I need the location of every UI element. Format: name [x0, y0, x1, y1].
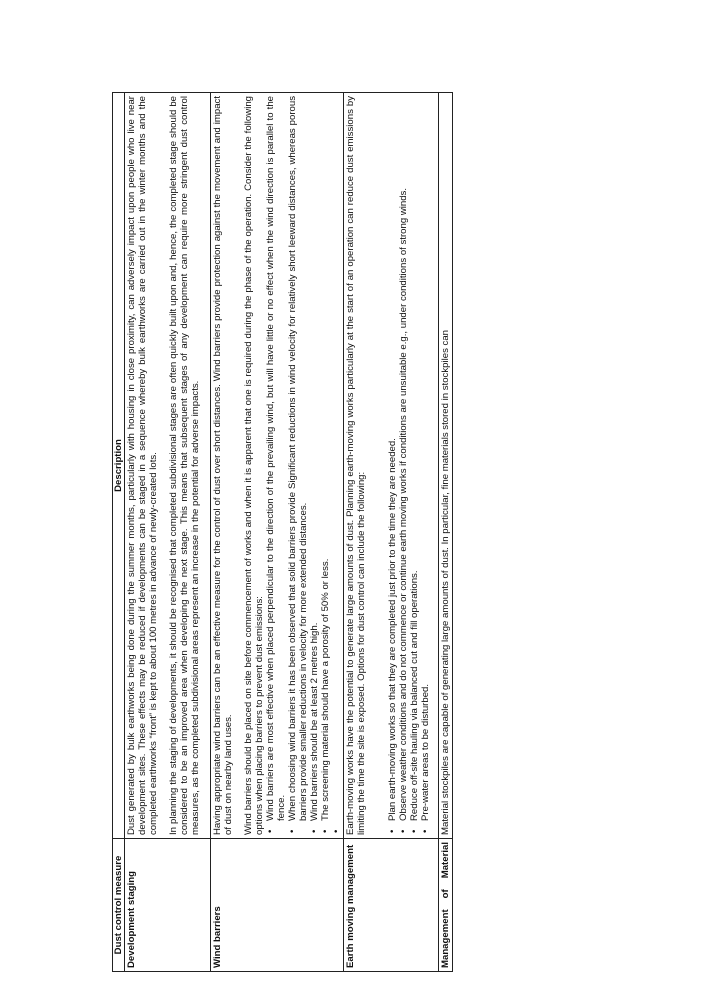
bullet-list	[265, 96, 342, 835]
description-cell	[125, 93, 211, 839]
paragraph: Having appropriate wind barriers can be an effective measure for the control of dust over short distances. Wind barriers provide protection against the movement and impact of dust on nearby land uses.	[212, 96, 234, 835]
paragraph: Wind barriers should be placed on site before commencement of works and when it is apparent that one is required during the phase of the operation. Consider the following options when placing barriers to prevent dust emissions:	[243, 96, 265, 835]
measure-development-staging: Development staging	[125, 839, 211, 972]
header-row	[113, 93, 125, 972]
paragraph: Dust generated by bulk earthworks being done during the summer months, particularly with housing in close proximity, can adversely impact upon people who live near development sites. These effects may be reduced if developments can be staged in a sequence whereby bulk earthworks are carried out in the winter months and the completed earthworks “front” is kept to about 100 metres in advance of newly-created lots.	[126, 96, 159, 835]
list-item: • Pre-water areas to be disturbed.	[420, 96, 431, 821]
list-item: • Wind barriers should be at least 2 metres high.	[309, 96, 320, 821]
measure-word: Management	[440, 909, 451, 968]
header-measure: Dust control measure	[113, 839, 125, 972]
list-item: • Observe weather conditions and do not commence or continue earth moving works if conditions are unsuitable e.g., under conditions of strong winds.	[398, 96, 409, 821]
list-item: • Plan earth-moving works so that they are completed just prior to the time they are needed.	[387, 96, 398, 821]
paragraph: Earth-moving works have the potential to generate large amounts of dust. Planning earth-moving works particularly at the start of an operation can reduce dust emissions by limiting the time the site is exposed. Options for dust control can include the following:	[345, 96, 367, 835]
paragraph: In planning the staging of developments, it should be recognised that completed subdivisional stages are often quickly built upon and, hence, the completed stage should be considered to be an improved area when developing the next stage. This means that subsequent stages of any development can require more stringent dust control measures, as the completed subdivisional areas represent an increase in the potential for adverse impacts.	[168, 96, 201, 835]
measure-wind-barriers: Wind barriers	[211, 839, 344, 972]
list-item-empty	[331, 96, 342, 821]
list-item: • The screening material should have a porosity of 50% or less.	[320, 96, 331, 821]
description-cell	[211, 93, 344, 839]
header-description: Description	[113, 93, 125, 839]
list-item: • Reduce off-site hauling via balanced cut and fill operations.	[409, 96, 420, 821]
table-row	[211, 93, 344, 972]
description-cell	[439, 93, 453, 839]
measure-earth-moving: Earth moving management	[344, 839, 439, 972]
rotated-page	[112, 92, 697, 972]
table-row	[125, 93, 211, 972]
list-item: • When choosing wind barriers it has been observed that solid barriers provide Significant reductions in wind velocity for relatively short leeward distances, whereas porous barriers provide smaller reductions in velocity for more extended distances.	[287, 96, 309, 821]
measure-word: Material	[440, 842, 451, 879]
table-row	[344, 93, 439, 972]
measure-word: of	[440, 889, 451, 899]
table-row	[439, 93, 453, 972]
paragraph: Material stockpiles are capable of generating large amounts of dust. In particular, fine materials stored in stockpiles can	[440, 329, 451, 835]
description-cell	[344, 93, 439, 839]
measure-management-of-material	[439, 839, 453, 972]
list-item: • Wind barriers are most effective when placed perpendicular to the direction of the prevailing wind, but will have little or no effect when the wind direction is parallel to the fence.	[265, 96, 287, 821]
bullet-list	[387, 96, 431, 835]
dust-control-table	[112, 92, 453, 972]
